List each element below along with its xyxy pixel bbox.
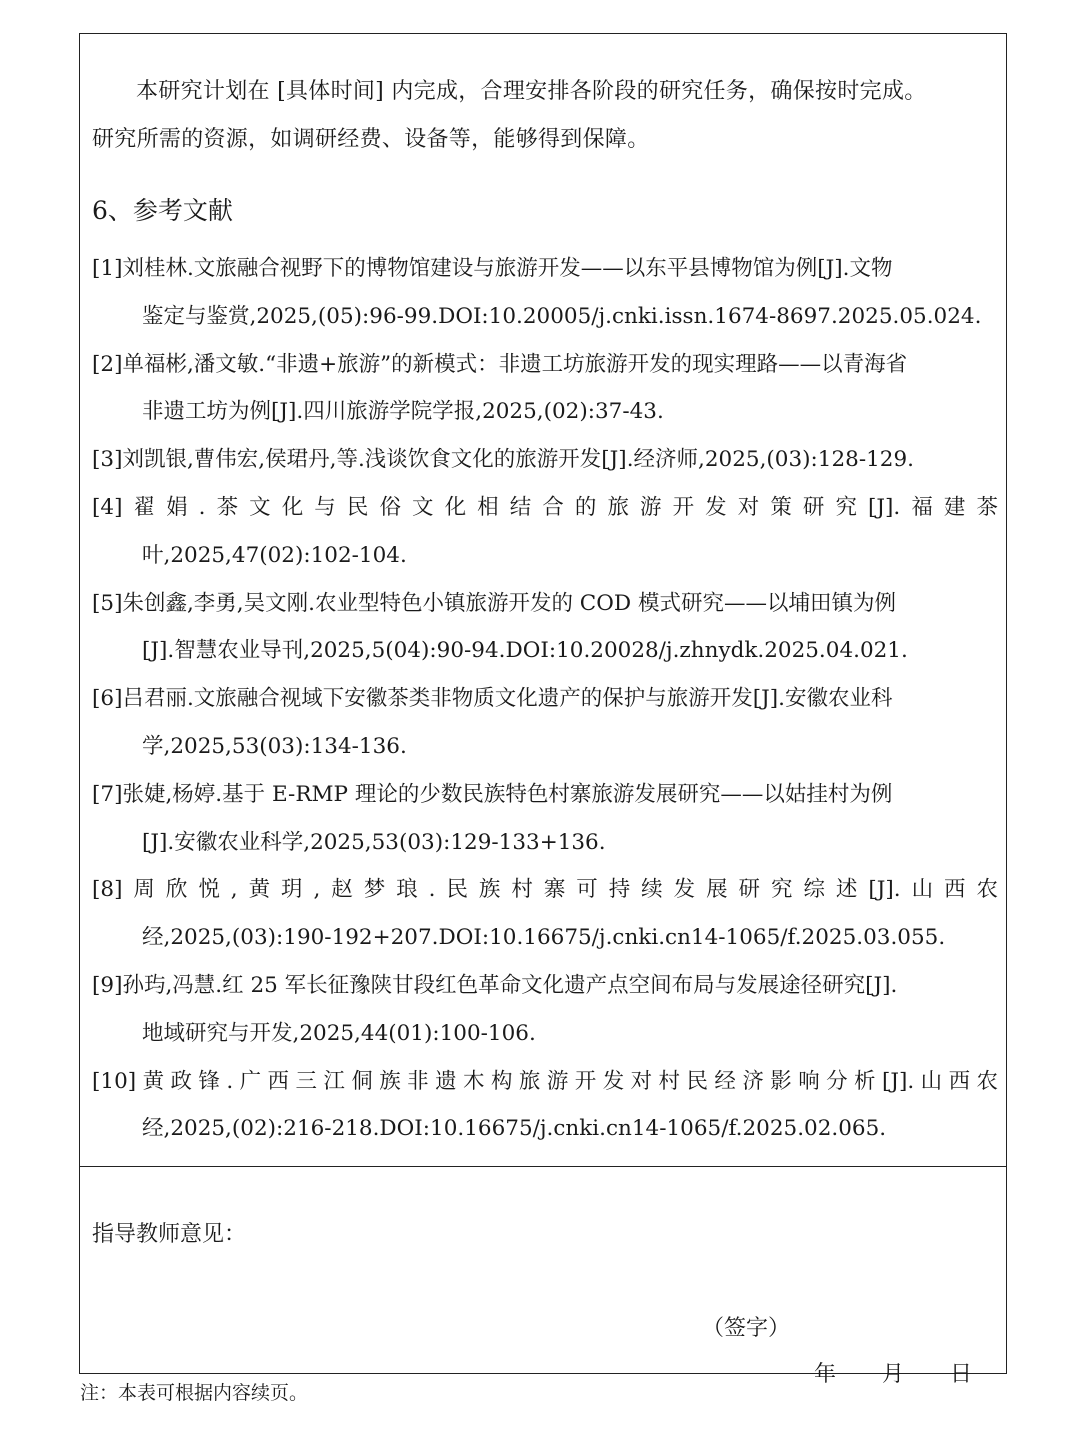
- advisor-opinion-cell: [80, 1167, 1006, 1387]
- reference-continuation: 鉴定与鉴赏,2025,(05):96-99.DOI:10.20005/j.cnki.issn.1674-8697.2025.05.024.: [142, 303, 982, 329]
- reference-continuation: 叶,2025,47(02):102-104.: [142, 542, 407, 568]
- reference-continuation: 地域研究与开发,2025,44(01):100-106.: [142, 1020, 536, 1046]
- date-month-label: 月: [882, 1362, 905, 1387]
- reference-continuation: 经,2025,(02):216-218.DOI:10.16675/j.cnki.cn14-1065/f.2025.02.065.: [142, 1116, 887, 1142]
- reference-line: [7]张婕,杨婷.基于 E-RMP 理论的少数民族特色村寨旅游发展研究——以姑挂村为例: [92, 781, 893, 807]
- plan-paragraph: [92, 68, 996, 164]
- reference-item-5: [92, 580, 998, 676]
- reference-line: [10]黄政锋.广西三江侗族非遗木构旅游开发对村民经济影响分析[J].山西农: [92, 1068, 998, 1094]
- reference-line: [9]孙玙,冯慧.红 25 军长征豫陕甘段红色革命文化遗产点空间布局与发展途径研究[J].: [92, 972, 898, 998]
- reference-line: [1]刘桂林.文旅融合视野下的博物馆建设与旅游开发——以东平县博物馆为例[J].文物: [92, 256, 893, 281]
- reference-line: [4]翟娟.茶文化与民俗文化相结合的旅游开发对策研究[J].福建茶: [92, 494, 998, 520]
- plan-line-1: 本研究计划在 [具体时间] 内完成，合理安排各阶段的研究任务，确保按时完成。: [136, 79, 927, 104]
- advisor-opinion-label: 指导教师意见：: [92, 1222, 247, 1247]
- references-heading: 6、参考文献: [92, 196, 233, 225]
- proposal-form-table: [79, 33, 1007, 1387]
- reference-item-10: [92, 1058, 998, 1154]
- reference-item-8: [92, 866, 998, 962]
- signature-label: （签字）: [702, 1316, 791, 1341]
- date-row: [814, 1357, 972, 1388]
- reference-item-9: [92, 962, 998, 1058]
- reference-item-2: [92, 341, 998, 437]
- reference-list: [92, 245, 998, 1153]
- reference-continuation: 学,2025,53(03):134-136.: [142, 733, 407, 759]
- reference-line: [5]朱创鑫,李勇,吴文刚.农业型特色小镇旅游开发的 COD 模式研究——以埔田镇为例: [92, 590, 896, 616]
- plan-line-2: 研究所需的资源，如调研经费、设备等，能够得到保障。: [92, 127, 650, 152]
- footnote: 注：本表可根据内容续页。: [80, 1382, 309, 1404]
- reference-continuation: 非遗工坊为例[J].四川旅游学院学报,2025,(02):37-43.: [142, 399, 664, 425]
- reference-line: [2]单福彬,潘文敏.“非遗+旅游”的新模式：非遗工坊旅游开发的现实理路——以青海省: [92, 351, 908, 377]
- plan-and-references-cell: [80, 34, 1006, 1167]
- reference-item-4: [92, 484, 998, 580]
- reference-line: [6]吕君丽.文旅融合视域下安徽茶类非物质文化遗产的保护与旅游开发[J].安徽农业科: [92, 686, 893, 712]
- reference-item-1: [92, 245, 998, 341]
- reference-item-3: [92, 436, 998, 484]
- reference-continuation: 经,2025,(03):190-192+207.DOI:10.16675/j.cnki.cn14-1065/f.2025.03.055.: [142, 925, 946, 951]
- reference-continuation: [J].智慧农业导刊,2025,5(04):90-94.DOI:10.20028/j.zhnydk.2025.04.021.: [142, 638, 908, 664]
- date-year-label: 年: [814, 1362, 837, 1387]
- reference-line: [8]周欣悦,黄玥,赵梦琅.民族村寨可持续发展研究综述[J].山西农: [92, 877, 998, 903]
- reference-item-7: [92, 771, 998, 867]
- reference-line: [3]刘凯银,曹伟宏,侯珺丹,等.浅谈饮食文化的旅游开发[J].经济师,2025,(03):128-129.: [92, 447, 914, 473]
- date-day-label: 日: [950, 1362, 973, 1387]
- reference-item-6: [92, 675, 998, 771]
- reference-continuation: [J].安徽农业科学,2025,53(03):129-133+136.: [142, 829, 606, 855]
